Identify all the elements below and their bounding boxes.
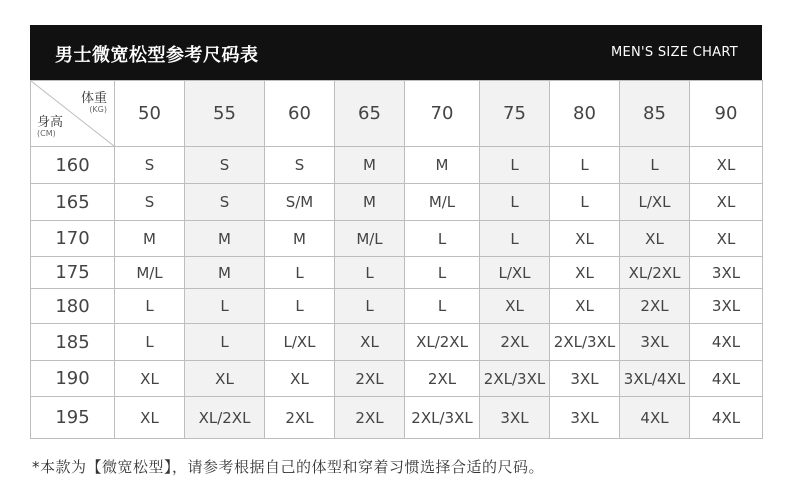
size-cell: XL [265, 361, 335, 397]
size-cell: 2XL [335, 397, 405, 439]
size-cell: M/L [405, 184, 480, 221]
size-cell: XL [690, 147, 763, 184]
size-cell: XL [550, 221, 620, 257]
size-cell: M/L [335, 221, 405, 257]
size-cell: L [620, 147, 690, 184]
size-cell: 2XL [335, 361, 405, 397]
chart-title-cn: 男士微宽松型参考尺码表 [55, 45, 259, 66]
height-cell: 175 [31, 257, 115, 289]
weight-header: 90 [690, 81, 763, 147]
size-cell: L [480, 147, 550, 184]
size-cell: 2XL [265, 397, 335, 439]
size-cell: L [115, 289, 185, 324]
height-unit: (CM) [37, 129, 56, 138]
weight-label: 体重 [80, 91, 107, 106]
size-cell: 2XL/3XL [550, 324, 620, 361]
size-cell: XL [335, 324, 405, 361]
height-cell: 185 [31, 324, 115, 361]
weight-header: 80 [550, 81, 620, 147]
size-cell: 2XL [620, 289, 690, 324]
height-cell: 160 [31, 147, 115, 184]
weight-header: 65 [335, 81, 405, 147]
size-cell: L [185, 324, 265, 361]
size-cell: 2XL [480, 324, 550, 361]
size-cell: L [265, 289, 335, 324]
size-cell: XL/2XL [405, 324, 480, 361]
height-label: 身高 [37, 115, 64, 130]
size-cell: M [115, 221, 185, 257]
size-table [30, 80, 763, 439]
corner-cell [31, 81, 115, 147]
weight-header: 85 [620, 81, 690, 147]
size-cell: XL/2XL [185, 397, 265, 439]
size-cell: 3XL [480, 397, 550, 439]
size-cell: S [185, 184, 265, 221]
size-cell: L [335, 257, 405, 289]
size-cell: 2XL [405, 361, 480, 397]
chart-title-en: MEN'S SIZE CHART [610, 45, 738, 60]
size-cell: XL [115, 397, 185, 439]
size-cell: S [265, 147, 335, 184]
size-chart-header [30, 25, 762, 80]
weight-header: 60 [265, 81, 335, 147]
height-cell: 195 [31, 397, 115, 439]
size-cell: XL [185, 361, 265, 397]
size-cell: XL/2XL [620, 257, 690, 289]
size-cell: M [185, 257, 265, 289]
size-cell: M [265, 221, 335, 257]
size-cell: 2XL/3XL [480, 361, 550, 397]
weight-header: 50 [115, 81, 185, 147]
size-cell: 3XL/4XL [620, 361, 690, 397]
size-cell: 3XL [550, 361, 620, 397]
size-cell: L [405, 221, 480, 257]
size-cell: M [185, 221, 265, 257]
size-cell: S/M [265, 184, 335, 221]
weight-header: 55 [185, 81, 265, 147]
table-row [31, 361, 763, 397]
table-row [31, 257, 763, 289]
size-cell: M/L [115, 257, 185, 289]
size-cell: L [185, 289, 265, 324]
size-cell: L/XL [480, 257, 550, 289]
size-cell: XL [480, 289, 550, 324]
table-row [31, 221, 763, 257]
size-cell: L [480, 184, 550, 221]
size-cell: L [480, 221, 550, 257]
size-cell: S [185, 147, 265, 184]
size-cell: XL [620, 221, 690, 257]
size-cell: S [115, 184, 185, 221]
size-cell: L/XL [620, 184, 690, 221]
size-cell: L [115, 324, 185, 361]
size-cell: XL [115, 361, 185, 397]
size-cell: L [550, 184, 620, 221]
size-cell: 3XL [550, 397, 620, 439]
size-cell: M [335, 184, 405, 221]
height-cell: 180 [31, 289, 115, 324]
size-cell: L [550, 147, 620, 184]
size-cell: 4XL [690, 397, 763, 439]
weight-unit: (KG) [89, 105, 107, 114]
height-cell: 170 [31, 221, 115, 257]
size-cell: XL [550, 257, 620, 289]
size-cell: L [265, 257, 335, 289]
table-row [31, 324, 763, 361]
weight-header: 70 [405, 81, 480, 147]
size-cell: 4XL [620, 397, 690, 439]
table-row [31, 184, 763, 221]
size-cell: 3XL [690, 289, 763, 324]
height-cell: 165 [31, 184, 115, 221]
size-cell: L [335, 289, 405, 324]
size-cell: 4XL [690, 361, 763, 397]
size-cell: XL [690, 184, 763, 221]
size-cell: XL [690, 221, 763, 257]
size-cell: 3XL [620, 324, 690, 361]
size-cell: M [335, 147, 405, 184]
size-cell: 4XL [690, 324, 763, 361]
size-cell: 2XL/3XL [405, 397, 480, 439]
size-footnote: *本款为【微宽松型】，请参考根据自己的体型和穿着习惯选择合适的尺码。 [32, 458, 545, 476]
height-cell: 190 [31, 361, 115, 397]
weight-header-row [31, 81, 763, 147]
table-row [31, 397, 763, 439]
size-cell: 3XL [690, 257, 763, 289]
size-cell: L [405, 257, 480, 289]
size-cell: S [115, 147, 185, 184]
table-row [31, 147, 763, 184]
size-cell: L/XL [265, 324, 335, 361]
table-row [31, 289, 763, 324]
size-cell: XL [550, 289, 620, 324]
size-cell: M [405, 147, 480, 184]
weight-header: 75 [480, 81, 550, 147]
size-cell: L [405, 289, 480, 324]
